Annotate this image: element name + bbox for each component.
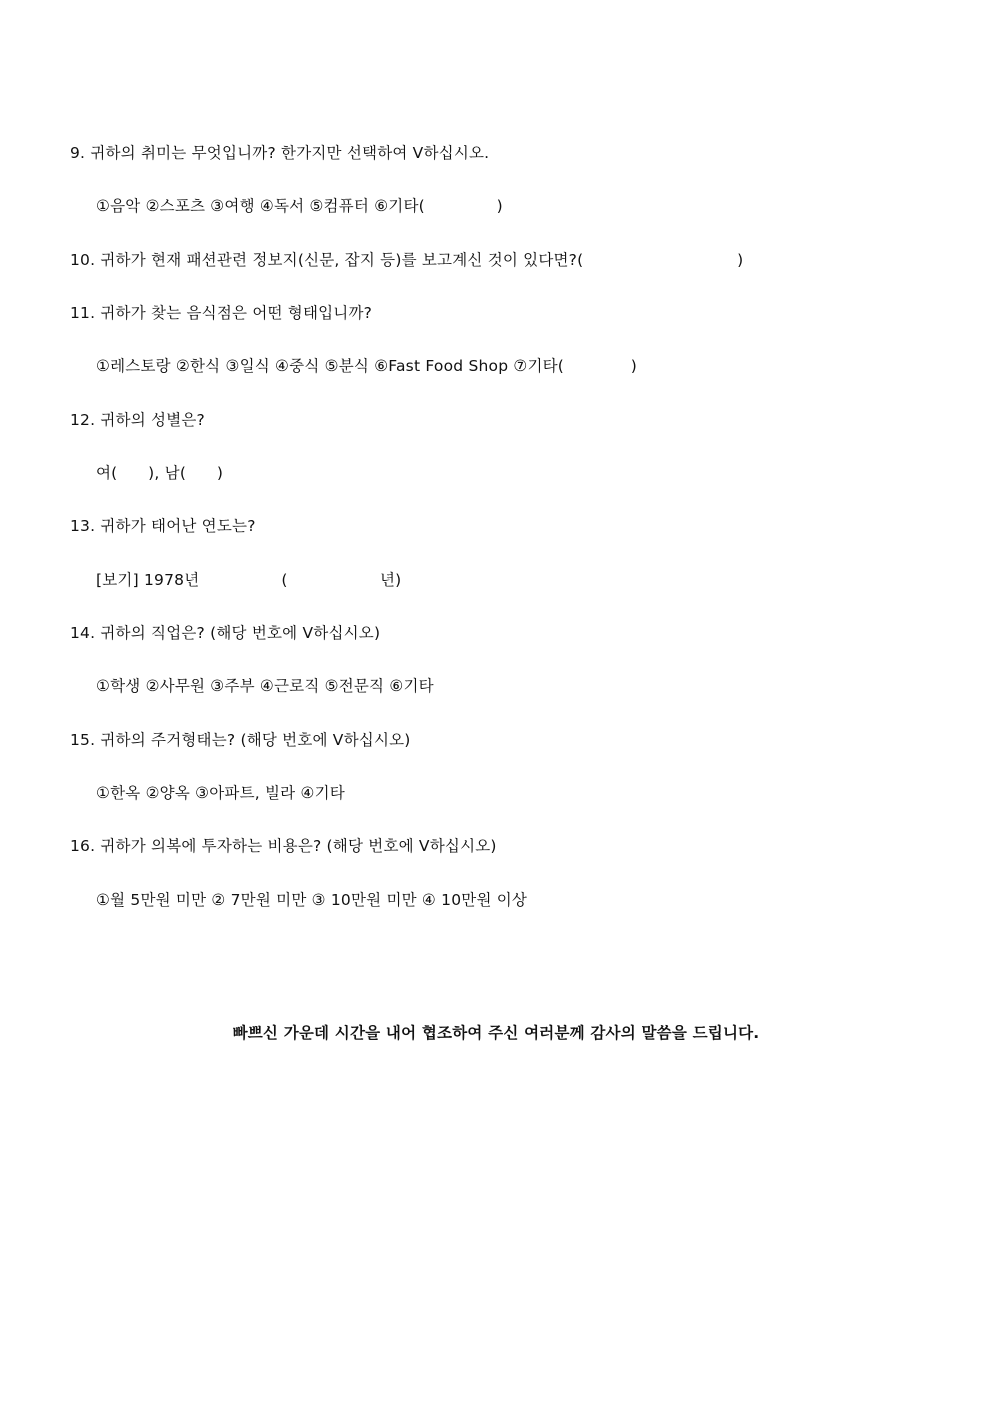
question-13: 13. 귀하가 태어난 연도는? (70, 517, 256, 535)
question-15: 15. 귀하의 주거형태는? (해당 번호에 V하십시오) (70, 731, 411, 749)
question-13-options: [보기] 1978년 ( 년) (96, 571, 402, 589)
question-11: 11. 귀하가 찾는 음식점은 어떤 형태입니까? (70, 304, 373, 322)
question-12: 12. 귀하의 성별은? (70, 411, 205, 429)
question-16: 16. 귀하가 의복에 투자하는 비용은? (해당 번호에 V하십시오) (70, 837, 497, 855)
question-16-options: ①월 5만원 미만 ② 7만원 미만 ③ 10만원 미만 ④ 10만원 이상 (96, 891, 528, 909)
question-12-options: 여( ), 남( ) (96, 464, 224, 482)
closing-message: 빠쁘신 가운데 시간을 내어 협조하여 주신 여러분께 감사의 말씀을 드립니다. (232, 1024, 760, 1042)
question-9-options: ①음악 ②스포츠 ③여행 ④독서 ⑤컴퓨터 ⑥기타( ) (96, 197, 503, 215)
question-14: 14. 귀하의 직업은? (해당 번호에 V하십시오) (70, 624, 381, 642)
question-14-options: ①학생 ②사무원 ③주부 ④근로직 ⑤전문직 ⑥기타 (96, 677, 434, 695)
question-9: 9. 귀하의 취미는 무엇입니까? 한가지만 선택하여 V하십시오. (70, 144, 490, 162)
question-10: 10. 귀하가 현재 패션관련 정보지(신문, 잡지 등)를 보고계신 것이 있다면?( ) (70, 251, 744, 269)
question-11-options: ①레스토랑 ②한식 ③일식 ④중식 ⑤분식 ⑥Fast Food Shop ⑦기타( ) (96, 357, 637, 375)
question-15-options: ①한옥 ②양옥 ③아파트, 빌라 ④기타 (96, 784, 345, 802)
